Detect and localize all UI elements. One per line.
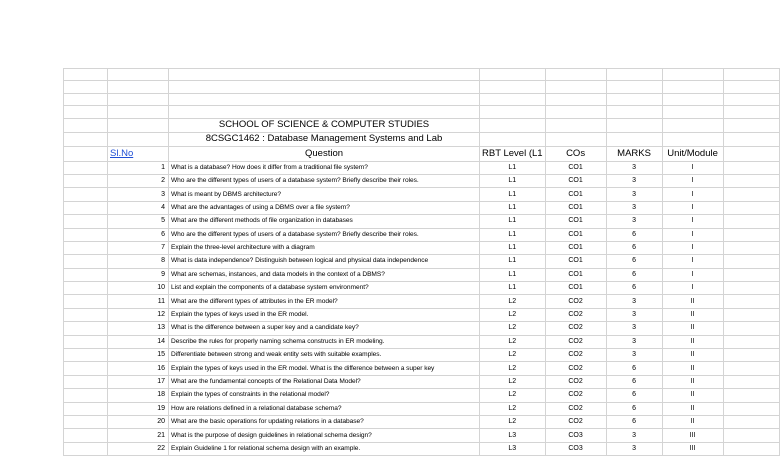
marks-cell[interactable]: 3 [606, 335, 662, 348]
unit-cell[interactable]: II [662, 295, 723, 308]
table-row [64, 174, 780, 187]
header-unit[interactable]: Unit/Module [662, 146, 723, 161]
cell[interactable] [64, 362, 108, 375]
cell[interactable] [108, 118, 169, 132]
cell[interactable] [723, 69, 779, 81]
rbt-level-cell[interactable]: L2 [480, 295, 546, 308]
question-bank-sheet [63, 68, 780, 456]
table-row [64, 308, 780, 321]
title-row-course [64, 132, 780, 146]
question-cell[interactable]: Differentiate between strong and weak entity sets with suitable examples. [169, 349, 480, 362]
sl-no-cell[interactable]: 13 [108, 322, 169, 335]
rbt-level-cell[interactable]: L1 [480, 174, 546, 187]
cell[interactable] [662, 81, 723, 93]
unit-cell[interactable]: I [662, 201, 723, 214]
co-cell[interactable]: CO2 [545, 415, 606, 428]
table-row [64, 349, 780, 362]
marks-cell[interactable]: 6 [606, 389, 662, 402]
rbt-level-cell[interactable]: L2 [480, 402, 546, 415]
unit-cell[interactable]: III [662, 442, 723, 455]
rbt-level-cell[interactable]: L1 [480, 161, 546, 174]
rbt-level-cell[interactable]: L2 [480, 415, 546, 428]
question-cell[interactable]: What are the different types of attributes in the ER model? [169, 295, 480, 308]
cell[interactable] [723, 132, 779, 146]
co-cell[interactable]: CO2 [545, 335, 606, 348]
rbt-level-cell[interactable]: L1 [480, 188, 546, 201]
cell[interactable] [723, 174, 779, 187]
cell[interactable] [723, 161, 779, 174]
co-cell[interactable]: CO2 [545, 308, 606, 321]
question-cell[interactable]: What are the fundamental concepts of the Relational Data Model? [169, 375, 480, 388]
cell[interactable] [64, 69, 108, 81]
sl-no-cell[interactable]: 8 [108, 255, 169, 268]
question-cell[interactable]: How are relations defined in a relational database schema? [169, 402, 480, 415]
cell[interactable] [480, 69, 546, 81]
cell[interactable] [723, 228, 779, 241]
cell[interactable] [169, 93, 480, 105]
sl-no-cell[interactable]: 10 [108, 282, 169, 295]
cell[interactable] [64, 241, 108, 254]
cell[interactable] [64, 106, 108, 118]
cell[interactable] [64, 322, 108, 335]
unit-cell[interactable]: I [662, 174, 723, 187]
table-row [64, 389, 780, 402]
cell[interactable] [108, 81, 169, 93]
question-cell[interactable]: List and explain the components of a database system environment? [169, 282, 480, 295]
cell[interactable] [723, 93, 779, 105]
unit-cell[interactable]: III [662, 429, 723, 442]
cell[interactable] [64, 295, 108, 308]
cell[interactable] [545, 132, 606, 146]
sl-no-cell[interactable]: 22 [108, 442, 169, 455]
marks-cell[interactable]: 3 [606, 215, 662, 228]
rbt-level-cell[interactable]: L2 [480, 335, 546, 348]
rbt-level-cell[interactable]: L2 [480, 389, 546, 402]
cell[interactable] [64, 201, 108, 214]
unit-cell[interactable]: I [662, 241, 723, 254]
cell[interactable] [64, 146, 108, 161]
question-cell[interactable]: Who are the different types of users of a database system? Briefly describe their roles. [169, 174, 480, 187]
cell[interactable] [169, 69, 480, 81]
marks-cell[interactable]: 6 [606, 228, 662, 241]
marks-cell[interactable]: 3 [606, 161, 662, 174]
unit-cell[interactable]: I [662, 255, 723, 268]
header-cos[interactable]: COs [545, 146, 606, 161]
marks-cell[interactable]: 3 [606, 201, 662, 214]
cell[interactable] [662, 93, 723, 105]
question-cell[interactable]: Explain Guideline 1 for relational schema design with an example. [169, 442, 480, 455]
unit-cell[interactable]: I [662, 188, 723, 201]
table-row [64, 362, 780, 375]
unit-cell[interactable]: I [662, 228, 723, 241]
cell[interactable] [662, 132, 723, 146]
cell[interactable] [723, 362, 779, 375]
marks-cell[interactable]: 3 [606, 174, 662, 187]
rbt-level-cell[interactable]: L2 [480, 308, 546, 321]
cell[interactable] [545, 106, 606, 118]
sl-no-cell[interactable]: 1 [108, 161, 169, 174]
cell[interactable] [64, 308, 108, 321]
co-cell[interactable]: CO2 [545, 295, 606, 308]
empty-row [64, 81, 780, 93]
rbt-level-cell[interactable]: L1 [480, 215, 546, 228]
cell[interactable] [723, 188, 779, 201]
cell[interactable] [64, 282, 108, 295]
co-cell[interactable]: CO1 [545, 228, 606, 241]
header-row [64, 146, 780, 161]
unit-cell[interactable]: I [662, 268, 723, 281]
marks-cell[interactable]: 3 [606, 442, 662, 455]
cell[interactable] [723, 322, 779, 335]
marks-cell[interactable]: 3 [606, 429, 662, 442]
table-row [64, 335, 780, 348]
cell[interactable] [723, 201, 779, 214]
cell[interactable] [64, 415, 108, 428]
marks-cell[interactable]: 3 [606, 308, 662, 321]
header-marks[interactable]: MARKS [606, 146, 662, 161]
rbt-level-cell[interactable]: L1 [480, 255, 546, 268]
co-cell[interactable]: CO2 [545, 402, 606, 415]
sl-no-cell[interactable]: 16 [108, 362, 169, 375]
co-cell[interactable]: CO1 [545, 282, 606, 295]
rbt-level-cell[interactable]: L3 [480, 442, 546, 455]
unit-cell[interactable]: II [662, 349, 723, 362]
cell[interactable] [723, 308, 779, 321]
rbt-level-cell[interactable]: L1 [480, 228, 546, 241]
table-row [64, 322, 780, 335]
rbt-level-cell[interactable]: L1 [480, 201, 546, 214]
cell[interactable] [64, 255, 108, 268]
sheet-body [64, 69, 780, 456]
co-cell[interactable]: CO1 [545, 188, 606, 201]
header-question[interactable]: Question [169, 146, 480, 161]
cell[interactable] [723, 81, 779, 93]
table-row [64, 415, 780, 428]
marks-cell[interactable]: 6 [606, 362, 662, 375]
empty-row [64, 69, 780, 81]
cell[interactable] [662, 106, 723, 118]
header-rbt-level[interactable]: RBT Level (L1 [480, 146, 546, 161]
cell[interactable] [108, 69, 169, 81]
co-cell[interactable]: CO1 [545, 174, 606, 187]
cell[interactable] [480, 118, 546, 132]
table-row [64, 442, 780, 455]
unit-cell[interactable]: II [662, 362, 723, 375]
school-title[interactable]: SCHOOL OF SCIENCE & COMPUTER STUDIES [169, 118, 480, 132]
question-cell[interactable]: Explain the three-level architecture with a diagram [169, 241, 480, 254]
sl-no-cell[interactable]: 11 [108, 295, 169, 308]
cell[interactable] [723, 215, 779, 228]
cell[interactable] [723, 295, 779, 308]
cell[interactable] [64, 228, 108, 241]
cell[interactable] [64, 93, 108, 105]
unit-cell[interactable]: II [662, 375, 723, 388]
question-cell[interactable]: Explain the types of constraints in the relational model? [169, 389, 480, 402]
question-cell[interactable]: What is the difference between a super key and a candidate key? [169, 322, 480, 335]
marks-cell[interactable]: 6 [606, 282, 662, 295]
cell[interactable] [480, 106, 546, 118]
marks-cell[interactable]: 6 [606, 241, 662, 254]
cell[interactable] [723, 268, 779, 281]
table-row [64, 282, 780, 295]
question-cell[interactable]: What are the advantages of using a DBMS over a file system? [169, 201, 480, 214]
cell[interactable] [64, 429, 108, 442]
cell[interactable] [606, 118, 662, 132]
cell[interactable] [480, 132, 546, 146]
cell[interactable] [723, 402, 779, 415]
cell[interactable] [723, 442, 779, 455]
cell[interactable] [169, 81, 480, 93]
cell[interactable] [64, 161, 108, 174]
cell[interactable] [606, 69, 662, 81]
cell[interactable] [606, 93, 662, 105]
marks-cell[interactable]: 3 [606, 349, 662, 362]
cell[interactable] [723, 429, 779, 442]
question-cell[interactable]: What are the basic operations for updating relations in a database? [169, 415, 480, 428]
cell[interactable] [64, 349, 108, 362]
question-cell[interactable]: What is the purpose of design guidelines in relational schema design? [169, 429, 480, 442]
table-row [64, 295, 780, 308]
cell[interactable] [662, 118, 723, 132]
rbt-level-cell[interactable]: L1 [480, 241, 546, 254]
sl-no-cell[interactable]: 9 [108, 268, 169, 281]
cell[interactable] [64, 402, 108, 415]
rbt-level-cell[interactable]: L1 [480, 268, 546, 281]
table-row [64, 268, 780, 281]
co-cell[interactable]: CO1 [545, 215, 606, 228]
sl-no-cell[interactable]: 21 [108, 429, 169, 442]
cell[interactable] [64, 215, 108, 228]
cell[interactable] [662, 69, 723, 81]
cell[interactable] [64, 81, 108, 93]
rbt-level-cell[interactable]: L2 [480, 375, 546, 388]
co-cell[interactable]: CO3 [545, 429, 606, 442]
co-cell[interactable]: CO2 [545, 349, 606, 362]
sl-no-cell[interactable]: 7 [108, 241, 169, 254]
sl-no-cell[interactable]: 2 [108, 174, 169, 187]
question-cell[interactable]: What is a database? How does it differ from a traditional file system? [169, 161, 480, 174]
cell[interactable] [723, 349, 779, 362]
marks-cell[interactable]: 6 [606, 402, 662, 415]
co-cell[interactable]: CO2 [545, 375, 606, 388]
sl-no-cell[interactable]: 6 [108, 228, 169, 241]
cell[interactable] [723, 118, 779, 132]
cell[interactable] [64, 268, 108, 281]
sl-no-cell[interactable]: 19 [108, 402, 169, 415]
cell[interactable] [545, 69, 606, 81]
marks-cell[interactable]: 6 [606, 375, 662, 388]
cell[interactable] [64, 335, 108, 348]
cell[interactable] [723, 335, 779, 348]
cell[interactable] [723, 282, 779, 295]
co-cell[interactable]: CO1 [545, 255, 606, 268]
cell[interactable] [723, 255, 779, 268]
title-row-school [64, 118, 780, 132]
table-row [64, 255, 780, 268]
empty-row [64, 93, 780, 105]
co-cell[interactable]: CO3 [545, 442, 606, 455]
marks-cell[interactable]: 6 [606, 255, 662, 268]
cell[interactable] [723, 106, 779, 118]
cell[interactable] [723, 146, 779, 161]
question-cell[interactable]: What are the different methods of file organization in databases [169, 215, 480, 228]
cell[interactable] [64, 442, 108, 455]
cell[interactable] [480, 93, 546, 105]
co-cell[interactable]: CO1 [545, 161, 606, 174]
sl-no-cell[interactable]: 3 [108, 188, 169, 201]
sl-no-link[interactable]: Sl.No [110, 147, 134, 159]
co-cell[interactable]: CO2 [545, 362, 606, 375]
sl-no-cell[interactable]: 15 [108, 349, 169, 362]
table-row [64, 228, 780, 241]
sl-no-cell[interactable]: 12 [108, 308, 169, 321]
marks-cell[interactable]: 3 [606, 295, 662, 308]
co-cell[interactable]: CO1 [545, 241, 606, 254]
empty-row [64, 106, 780, 118]
unit-cell[interactable]: II [662, 322, 723, 335]
cell[interactable] [108, 93, 169, 105]
cell[interactable] [723, 389, 779, 402]
table-row [64, 188, 780, 201]
question-cell[interactable]: Describe the rules for properly naming schema constructs in ER modeling. [169, 335, 480, 348]
cell[interactable] [545, 118, 606, 132]
unit-cell[interactable]: II [662, 389, 723, 402]
co-cell[interactable]: CO1 [545, 268, 606, 281]
header-sl-no[interactable] [108, 146, 169, 161]
cell[interactable] [606, 106, 662, 118]
table-row [64, 429, 780, 442]
unit-cell[interactable]: I [662, 215, 723, 228]
table-row [64, 375, 780, 388]
cell[interactable] [723, 415, 779, 428]
table-row [64, 201, 780, 214]
co-cell[interactable]: CO1 [545, 201, 606, 214]
rbt-level-cell[interactable]: L2 [480, 362, 546, 375]
table-row [64, 215, 780, 228]
sl-no-cell[interactable]: 5 [108, 215, 169, 228]
rbt-level-cell[interactable]: L2 [480, 322, 546, 335]
cell[interactable] [723, 375, 779, 388]
question-cell[interactable]: Explain the types of keys used in the ER model. What is the difference between a super key [169, 362, 480, 375]
unit-cell[interactable]: I [662, 161, 723, 174]
cell[interactable] [606, 132, 662, 146]
cell[interactable] [606, 81, 662, 93]
sl-no-cell[interactable]: 17 [108, 375, 169, 388]
cell[interactable] [723, 241, 779, 254]
unit-cell[interactable]: II [662, 308, 723, 321]
unit-cell[interactable]: II [662, 335, 723, 348]
question-cell[interactable]: What is data independence? Distinguish between logical and physical data independence [169, 255, 480, 268]
rbt-level-cell[interactable]: L3 [480, 429, 546, 442]
marks-cell[interactable]: 6 [606, 268, 662, 281]
unit-cell[interactable]: II [662, 402, 723, 415]
cell[interactable] [64, 389, 108, 402]
cell[interactable] [545, 93, 606, 105]
rbt-level-cell[interactable]: L1 [480, 282, 546, 295]
unit-cell[interactable]: II [662, 415, 723, 428]
cell[interactable] [480, 81, 546, 93]
course-title[interactable]: 8CSGC1462 : Database Management Systems and Lab [169, 132, 480, 146]
marks-cell[interactable]: 6 [606, 415, 662, 428]
cell[interactable] [545, 81, 606, 93]
sl-no-cell[interactable]: 4 [108, 201, 169, 214]
co-cell[interactable]: CO2 [545, 322, 606, 335]
question-cell[interactable]: What are schemas, instances, and data models in the context of a DBMS? [169, 268, 480, 281]
cell[interactable] [108, 132, 169, 146]
rbt-level-cell[interactable]: L2 [480, 349, 546, 362]
cell[interactable] [169, 106, 480, 118]
question-cell[interactable]: Explain the types of keys used in the ER model. [169, 308, 480, 321]
question-cell[interactable]: What is meant by DBMS architecture? [169, 188, 480, 201]
cell[interactable] [64, 174, 108, 187]
sl-no-cell[interactable]: 20 [108, 415, 169, 428]
table-row [64, 402, 780, 415]
question-cell[interactable]: Who are the different types of users of a database system? Briefly describe their roles. [169, 228, 480, 241]
table-row [64, 161, 780, 174]
sl-no-cell[interactable]: 14 [108, 335, 169, 348]
cell[interactable] [108, 106, 169, 118]
marks-cell[interactable]: 3 [606, 188, 662, 201]
marks-cell[interactable]: 3 [606, 322, 662, 335]
cell[interactable] [64, 118, 108, 132]
cell[interactable] [64, 188, 108, 201]
cell[interactable] [64, 375, 108, 388]
cell[interactable] [64, 132, 108, 146]
unit-cell[interactable]: I [662, 282, 723, 295]
sl-no-cell[interactable]: 18 [108, 389, 169, 402]
co-cell[interactable]: CO2 [545, 389, 606, 402]
table-row [64, 241, 780, 254]
